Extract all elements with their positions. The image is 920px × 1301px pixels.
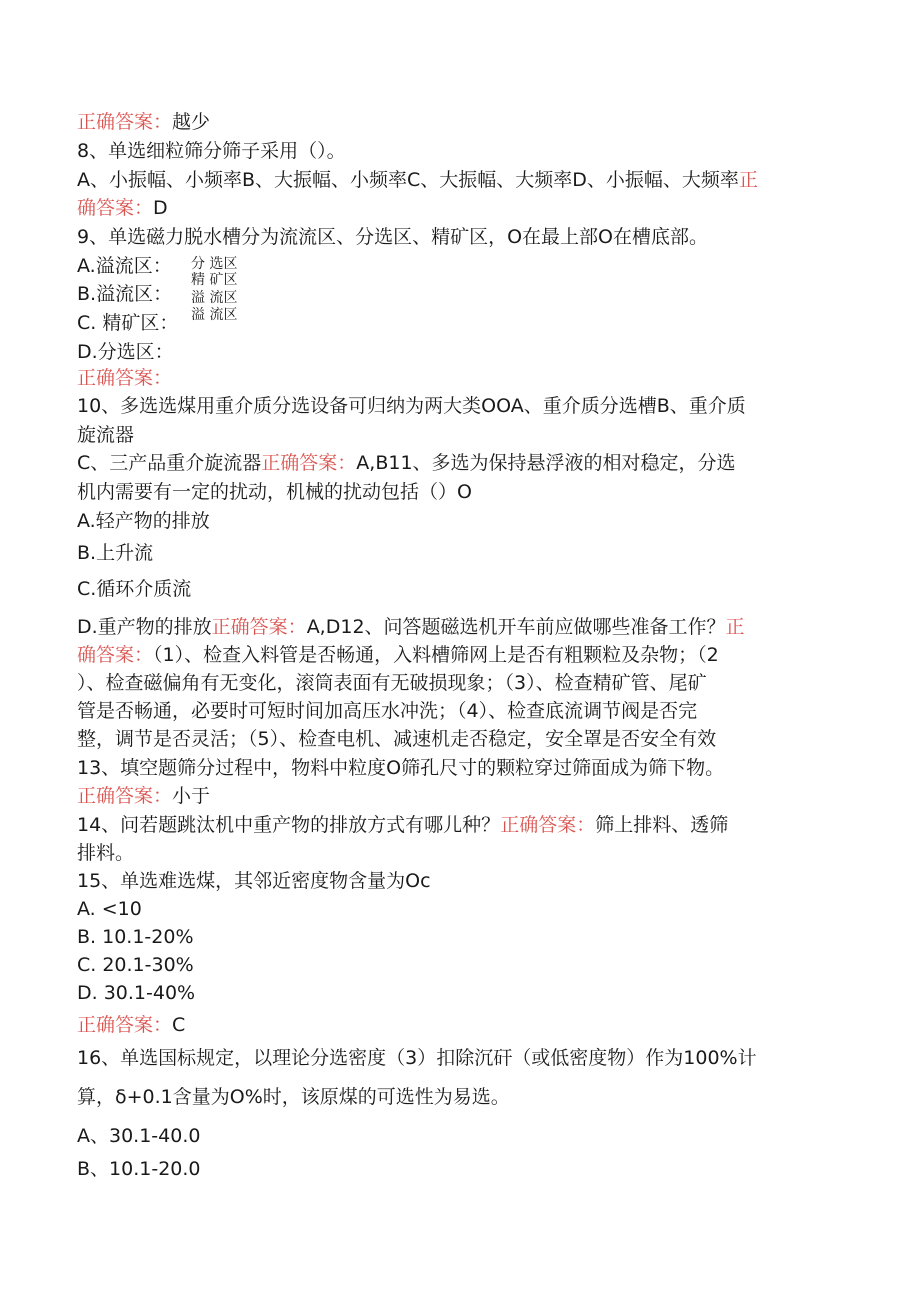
option-text: C. 20.1-30% bbox=[77, 954, 194, 976]
option-text: B.溢流区： bbox=[77, 283, 173, 305]
answer-value: （1）、检查入料管是否畅通，入料槽筛网上是否有粗颗粒及杂物；（2 bbox=[153, 644, 719, 666]
question-text: 算，δ+0.1含量为O%时，该原煤的可选性为易选。 bbox=[77, 1086, 510, 1108]
option-d bbox=[77, 340, 174, 364]
option-text: D. 30.1-40% bbox=[77, 982, 196, 1004]
options-text: C、三产品重介旋流器 bbox=[77, 452, 262, 474]
option-text: A.溢流区： bbox=[77, 255, 172, 277]
question-10 bbox=[77, 394, 746, 418]
question-text: 16、单选国标规定，以理论分选密度（3）扣除沉矸（或低密度物）作为100%计 bbox=[77, 1047, 757, 1069]
answer-cont bbox=[77, 699, 697, 723]
options-text: A、小振幅、小频率B、大振幅、小频率C、大振幅、大频率D、小振幅、大频率 bbox=[77, 169, 739, 191]
answer-label: 正确答案： bbox=[77, 785, 173, 807]
option-text: B.上升流 bbox=[77, 542, 154, 564]
answer-value: 排料。 bbox=[77, 842, 135, 864]
question-11-cont bbox=[77, 480, 472, 504]
question-16 bbox=[77, 1046, 757, 1070]
answer-line bbox=[77, 1013, 185, 1037]
option-text: B. 10.1-20% bbox=[77, 926, 194, 948]
answer-label: 正确答案： bbox=[211, 616, 307, 638]
answer-cont bbox=[77, 841, 134, 865]
answer-label: 正确答案： bbox=[77, 111, 173, 133]
answer-value: C bbox=[172, 1014, 186, 1036]
answer-value: 筛上排料、透筛 bbox=[595, 814, 729, 836]
option-b bbox=[77, 925, 194, 949]
answer-line bbox=[77, 196, 168, 220]
answer-value: 整，调节是否灵活；（5）、检查电机、减速机走否稳定，安全罩是否安全有效 bbox=[77, 728, 717, 750]
option-value-1: 分 选区 bbox=[191, 256, 238, 272]
option-a bbox=[77, 254, 172, 278]
answer-value: D bbox=[153, 197, 168, 219]
question-text: 9、单选磁力脱水槽分为流流区、分选区、精矿区，O在最上部O在槽底部。 bbox=[77, 226, 709, 248]
option-c bbox=[77, 953, 194, 977]
question-9 bbox=[77, 225, 708, 249]
option-text: D.重产物的排放 bbox=[77, 616, 212, 638]
option-d bbox=[77, 981, 195, 1005]
answer-value: 小于 bbox=[172, 785, 211, 807]
question-text: 13、填空题筛分过程中，物料中粒度O筛孔尺寸的颗粒穿过筛面成为筛下物。 bbox=[77, 757, 725, 779]
answer-value: 越少 bbox=[172, 111, 211, 133]
answer-cont bbox=[77, 671, 707, 695]
answer-line bbox=[77, 643, 719, 667]
option-c bbox=[77, 311, 178, 335]
question-13 bbox=[77, 756, 724, 780]
option-text: D.分选区： bbox=[77, 341, 174, 363]
answer-value: ）、检查磁偏角有无变化，滚筒表面有无破损现象；（3）、检查精矿管、尾矿 bbox=[77, 672, 707, 694]
option-text: C.循环介质流 bbox=[77, 578, 192, 600]
answer-label: 确答案： bbox=[77, 197, 154, 219]
option-text: A、30.1-40.0 bbox=[77, 1125, 201, 1147]
answer-line bbox=[77, 784, 210, 808]
answer-label: 正确答案： bbox=[77, 1014, 173, 1036]
option-b bbox=[77, 282, 172, 306]
answer-label: 正 bbox=[738, 169, 758, 191]
answer-value: A,B11、多选为保持悬浮液的相对稳定，分选 bbox=[356, 452, 736, 474]
option-a bbox=[77, 897, 142, 921]
option-c bbox=[77, 577, 191, 601]
question-16-cont bbox=[77, 1085, 510, 1109]
option-a bbox=[77, 509, 210, 533]
option-value-3: 溢 流区 bbox=[191, 290, 238, 306]
answer-line bbox=[77, 366, 172, 390]
question-text: 10、多选选煤用重介质分选设备可归纳为两大类OOA、重介质分选槽B、重介质 bbox=[77, 395, 746, 417]
option-text: A.轻产物的排放 bbox=[77, 510, 210, 532]
answer-label: 正确答案： bbox=[500, 814, 596, 836]
answer-line bbox=[77, 110, 210, 134]
question-text: 8、单选细粒筛分筛子采用（）。 bbox=[77, 140, 346, 162]
answer-label: 确答案： bbox=[77, 644, 154, 666]
question-14 bbox=[77, 813, 728, 837]
answer-value: A,D12、问答题磁选机开车前应做哪些准备工作？ bbox=[306, 616, 726, 638]
option-b bbox=[77, 541, 153, 565]
option-b bbox=[77, 1157, 201, 1181]
question-8 bbox=[77, 139, 346, 163]
question-text: 旋流器 bbox=[77, 424, 135, 446]
option-value-4: 溢 流区 bbox=[191, 307, 238, 323]
answer-cont bbox=[77, 727, 716, 751]
question-text: 14、问若题跳汰机中重产物的排放方式有哪儿种？ bbox=[77, 814, 501, 836]
question-text: 机内需要有一定的扰动，机械的扰动包括（）O bbox=[77, 481, 472, 503]
option-text: A. <10 bbox=[77, 898, 142, 920]
answer-label: 正 bbox=[725, 616, 745, 638]
option-text: B、10.1-20.0 bbox=[77, 1158, 201, 1180]
option-a bbox=[77, 1124, 200, 1148]
answer-value: 管是否畅通，必要时可短时间加高压水冲洗；（4）、检查底流调节阀是否完 bbox=[77, 700, 698, 722]
question-15 bbox=[77, 869, 431, 893]
question-text: 15、单选难选煤，其邻近密度物含量为Oc bbox=[77, 870, 431, 892]
option-text: C. 精矿区： bbox=[77, 312, 179, 334]
option-value-2: 精 矿区 bbox=[191, 272, 238, 288]
answer-label: 正确答案： bbox=[261, 452, 357, 474]
question-8-options bbox=[77, 168, 758, 192]
question-10-cont bbox=[77, 423, 134, 447]
answer-label: 正确答案： bbox=[77, 367, 173, 389]
option-d bbox=[77, 615, 745, 639]
question-10-options bbox=[77, 451, 736, 475]
